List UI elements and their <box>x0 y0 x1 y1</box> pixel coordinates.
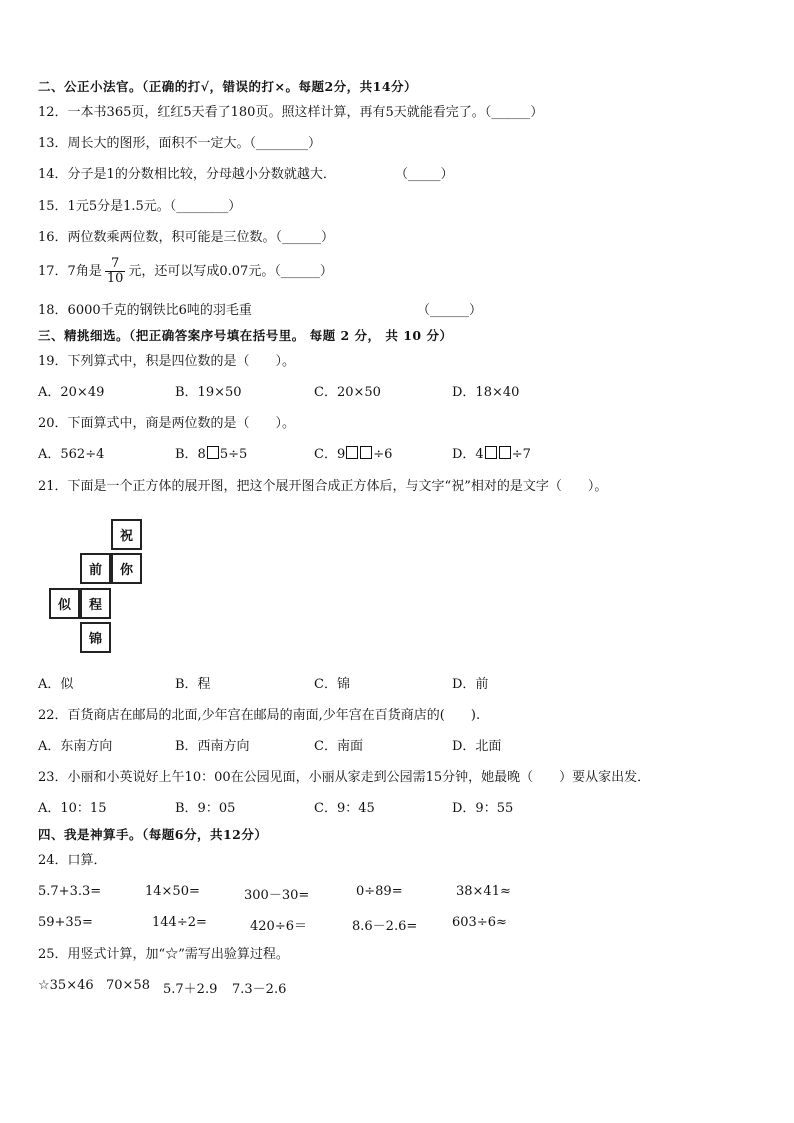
question-16: 16．两位数乘两位数，积可能是三位数。（______） <box>38 230 335 245</box>
net-cell-si: 似 <box>49 588 80 619</box>
question-12: 12．一本书365页，红红5天看了180页。照这样计算，再有5天就能看完了。（______） <box>38 105 544 120</box>
fraction-numerator: 7 <box>105 257 126 272</box>
question-21: 21．下面是一个正方体的展开图，把这个展开图合成正方体后，与文字“祝”相对的是文字（ ）。 <box>38 479 608 494</box>
q21-option-c: C．锦 <box>314 677 350 692</box>
section-3-heading: 三、精挑细选。（把正确答案序号填在括号里。 每题 2 分， 共 10 分） <box>38 328 453 343</box>
oral-calc-item: 603÷6≈ <box>452 915 507 930</box>
net-cell-ni: 你 <box>111 553 142 584</box>
oral-calc-item: 300－30= <box>244 888 310 903</box>
question-19: 19．下列算式中，积是四位数的是（ ）。 <box>38 354 296 369</box>
oral-calc-item: 420÷6＝ <box>250 919 307 934</box>
q20-b-prefix: B．8 <box>175 447 206 462</box>
section-2-heading: 二、公正小法官。（正确的打√，错误的打×。每题2分，共14分） <box>38 79 418 94</box>
net-cell-zhu: 祝 <box>111 519 142 550</box>
blank-box <box>499 446 511 459</box>
question-18: 18．6000千克的钢铁比6吨的羽毛重 <box>38 303 252 318</box>
q23-option-d: D．9：55 <box>452 801 514 816</box>
section-4-heading: 四、我是神算手。（每题6分，共12分） <box>38 827 268 842</box>
q20-c-suffix: ÷6 <box>373 447 393 462</box>
question-17 <box>38 255 333 289</box>
q20-c-prefix: C．9 <box>314 447 346 462</box>
oral-calc-item: 59+35= <box>38 915 93 930</box>
net-cell-jin: 锦 <box>80 622 111 653</box>
q20-d-suffix: ÷7 <box>511 447 531 462</box>
blank-box <box>346 446 358 459</box>
blank-box <box>207 446 219 459</box>
question-15: 15．1元5分是1.5元。（________） <box>38 199 242 214</box>
q22-option-a: A．东南方向 <box>38 739 113 754</box>
fraction-denominator: 10 <box>106 271 124 286</box>
question-22: 22．百货商店在邮局的北面,少年宫在邮局的南面,少年宫在百货商店的( ). <box>38 708 481 723</box>
oral-calc-item: 144÷2= <box>152 915 207 930</box>
q21-option-b: B．程 <box>175 677 211 692</box>
question-17-prefix: 17．7角是 <box>38 264 102 279</box>
question-25: 25．用竖式计算，加“☆”需写出验算过程。 <box>38 947 289 962</box>
q19-option-b: B．19×50 <box>175 385 242 400</box>
q23-option-c: C．9：45 <box>314 801 375 816</box>
blank-box <box>485 446 497 459</box>
q22-option-d: D．北面 <box>452 739 502 754</box>
q20-option-a: A．562÷4 <box>38 447 105 462</box>
net-cell-qian: 前 <box>80 553 111 584</box>
question-20: 20．下面算式中，商是两位数的是（ ）。 <box>38 416 296 431</box>
q22-option-b: B．西南方向 <box>175 739 250 754</box>
question-17-suffix: 元，还可以写成0.07元。（______） <box>128 264 333 279</box>
oral-calc-item: 38×41≈ <box>456 884 511 899</box>
q22-option-c: C．南面 <box>314 739 363 754</box>
q23-option-b: B．9：05 <box>175 801 236 816</box>
q21-option-d: D．前 <box>452 677 489 692</box>
blank-box <box>360 446 372 459</box>
q20-d-prefix: D．4 <box>452 447 484 462</box>
oral-calc-item: 5.7+3.3= <box>38 884 102 899</box>
q20-b-suffix: 5÷5 <box>219 447 248 462</box>
q19-option-d: D．18×40 <box>452 385 520 400</box>
q19-option-a: A．20×49 <box>38 385 105 400</box>
question-24: 24．口算． <box>38 853 107 868</box>
fraction-7-10 <box>105 257 126 286</box>
q21-option-a: A．似 <box>38 677 74 692</box>
oral-calc-item: 14×50= <box>145 884 200 899</box>
question-18-blank: （______） <box>417 303 483 318</box>
vertical-calc-item: 5.7＋2.9 <box>163 982 218 997</box>
q19-option-c: C．20×50 <box>314 385 381 400</box>
vertical-calc-item: 70×58 <box>106 978 150 993</box>
question-14: 14．分子是1的分数相比较，分母越小分数就越大． <box>38 167 336 182</box>
q20-option-c <box>314 446 392 464</box>
oral-calc-item: 8.6－2.6= <box>352 919 418 934</box>
q20-option-b <box>175 446 247 464</box>
question-23: 23．小丽和小英说好上午10：00在公园见面，小丽从家走到公园需15分钟，她最晚（ ）要从家出发． <box>38 770 651 785</box>
q23-option-a: A．10：15 <box>38 801 107 816</box>
vertical-calc-item: ☆35×46 <box>38 978 94 993</box>
question-14-blank: （_____） <box>395 167 454 182</box>
oral-calc-item: 0÷89= <box>356 884 403 899</box>
q20-option-d <box>452 446 531 464</box>
question-13: 13．周长大的图形，面积不一定大。（________） <box>38 136 322 151</box>
vertical-calc-item: 7.3－2.6 <box>232 982 287 997</box>
net-cell-cheng: 程 <box>80 588 111 619</box>
